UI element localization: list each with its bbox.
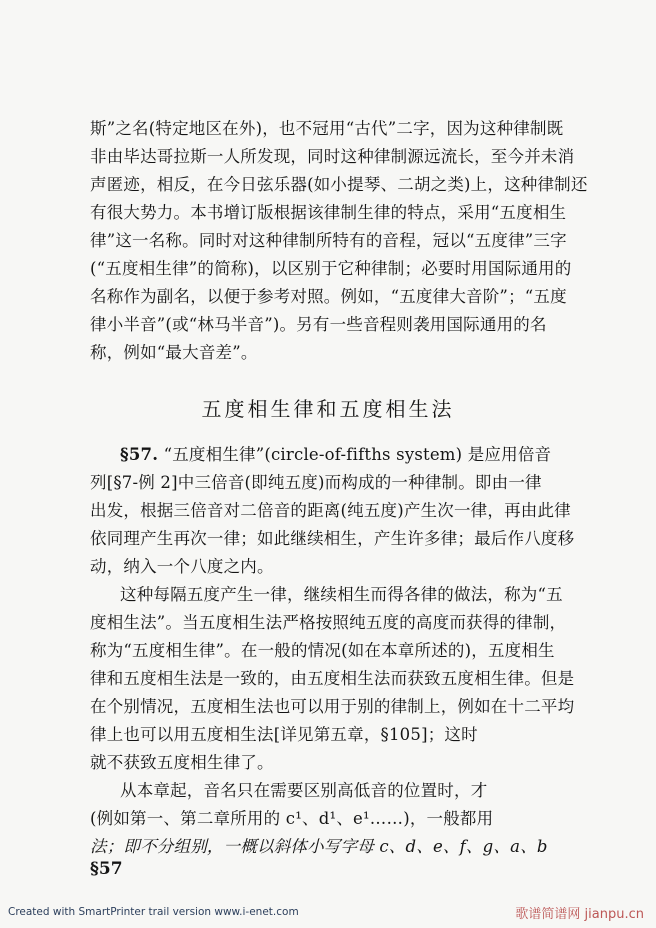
page-section-ref: §57 xyxy=(90,859,123,879)
footer-watermark: Created with SmartPrinter trail version www.i-enet.com xyxy=(8,906,299,918)
text-line: 这种每隔五度产生一律，继续相生而得各律的做法，称为“五 xyxy=(120,585,563,604)
text-line: 称，例如“最大音差”。 xyxy=(90,343,258,362)
text-line: 从本章起，音名只在需要区别高低音的位置时，才 xyxy=(120,781,488,800)
text-line: 律上也可以用五度相生法[详见第五章，§105]；这时 xyxy=(90,725,478,744)
text-line: 依同理产生再次一律；如此继续相生，产生许多律；最后作八度移 xyxy=(90,529,575,548)
text-line: 有很大势力。本书增订版根据该律制生律的特点，采用“五度相生 xyxy=(90,203,567,222)
text-line: 斯”之名(特定地区在外)，也不冠用“古代”二字，因为这种律制既 xyxy=(90,119,564,138)
text-line: 在个别情况，五度相生法也可以用于别的律制上，例如在十二平均 xyxy=(90,697,575,716)
section-number: §57. xyxy=(120,445,159,464)
text-line: (例如第一、第二章所用的 c¹、d¹、e¹……)，一般都用 xyxy=(90,809,494,828)
text-line: 名称作为副名，以便于参考对照。例如，“五度律大音阶”；“五度 xyxy=(90,287,567,306)
text-line: 称为“五度相生律”。在一般的情况(如在本章所述的)，五度相生 xyxy=(90,641,555,660)
text-line: 就不获致五度相生律了。 xyxy=(90,753,274,772)
section-lead-text: “五度相生律”(circle-of-fifths system) 是应用倍音 xyxy=(158,445,552,464)
text-line: 法；即不分组别，一概以斜体小写字母 c、d、e、f、g、a、b xyxy=(90,837,548,856)
text-line: (“五度相生律”的简称)，以区别于它种律制；必要时用国际通用的 xyxy=(90,259,572,278)
text-line: 声匿迹，相反，在今日弦乐器(如小提琴、二胡之类)上，这种律制还 xyxy=(90,175,588,194)
text-line: 律小半音”(或“林马半音”)。另有一些音程则袭用国际通用的名 xyxy=(90,315,547,334)
text-line: 律和五度相生法是一致的，由五度相生法而获致五度相生律。但是 xyxy=(90,669,575,688)
text-line: 动，纳入一个八度之内。 xyxy=(90,557,274,576)
site-watermark: 歌谱简谱网 jianpu.cn xyxy=(515,907,644,922)
section-heading: 五度相生律和五度相生法 xyxy=(201,397,455,421)
text-line: 度相生法”。当五度相生法严格按照纯五度的高度而获得的律制， xyxy=(90,613,567,632)
text-line: 列[§7-例 2]中三倍音(即纯五度)而构成的一种律制。即由一律 xyxy=(90,473,542,492)
text-line: 律”这一名称。同时对这种律制所特有的音程，冠以“五度律”三字 xyxy=(90,231,567,250)
text-line xyxy=(120,444,570,466)
text-line: 出发，根据三倍音对二倍音的距离(纯五度)产生次一律，再由此律 xyxy=(90,501,571,520)
text-line: 非由毕达哥拉斯一人所发现，同时这种律制源远流长，至今并未消 xyxy=(90,147,575,166)
